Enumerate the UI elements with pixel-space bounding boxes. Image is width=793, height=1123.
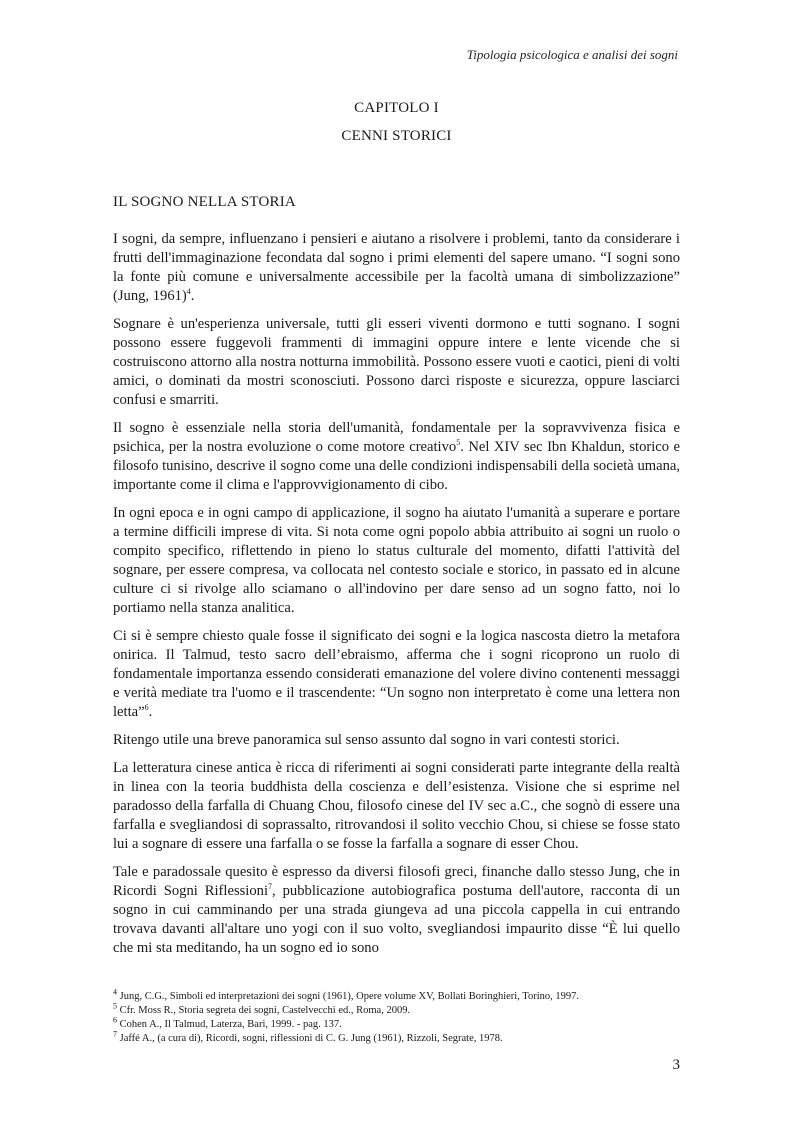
footnote: $^7$ Jaffé A., (a cura di), Ricordi, sogni, riflessioni di C. G. Jung (1961), Rizzoli, Segrate, 1978. — [113, 1029, 503, 1044]
paragraph: Ritengo utile una breve panoramica sul senso assunto dal sogno in vari contesti storici. — [113, 732, 620, 748]
paragraph: La letteratura cinese antica è ricca di riferimenti ai sogni considerati parte integrante della realtà in linea con la teoria buddhista della coscienza e dell’esistenza. Visione che si esprime nel paradosso della farfalla di Chuang Chou, filosofo cinese del IV sec a.C., che sognò di essere una farfalla e svegliandosi di soprassalto, ritrovandosi il solito vecchio Chou, si chiese se fosse stato lui a sognare di essere una farfalla o se fosse la farfalla a sognare di esser Chou. — [113, 760, 680, 852]
footnote: $^6$ Cohen A., Il Talmud, Laterza, Bari, 1999. - pag. 137. — [113, 1015, 342, 1030]
footnote: $^4$ Jung, C.G., Simboli ed interpretazioni dei sogni (1961), Opere volume XV, Bollati Boringhieri, Torino, 1997. — [113, 987, 579, 1002]
paragraph: Tale e paradossale quesito è espresso da diversi filosofi greci, finanche dallo stesso Jung, che in Ricordi Sogni Riflessioni$^7$, pubblicazione autobiografica postuma dell'autore, racconta di un sogno in cui camminando per una strada giungeva ad una piccola cappella in cui entrando trovava davanti all'altare uno yogi con il suo volto, svegliandosi impaurito disse “È lui quello che mi sta meditando, ha un sogno ed io sono — [113, 864, 681, 956]
paragraph: Ci si è sempre chiesto quale fosse il significato dei sogni e la logica nascosta dietro la metafora onirica. Il Talmud, testo sacro dell’ebraismo, afferma che i sogni ricoprono un ruolo di fondamentale importanza essendo considerati emanazione del volere divino contenenti messaggi e verità mediate tra l'uomo e il trascendente: “Un sogno non interpretato è come una lettera non letta”$^6$. — [113, 628, 680, 720]
paragraph: Il sogno è essenziale nella storia dell'umanità, fondamentale per la sopravvivenza fisica e psichica, per la nostra evoluzione o come motore creativo$^5$. Nel XIV sec Ibn Khaldun, storico e filosofo tunisino, descrive il sogno come una delle condizioni indispensabili della società umana, importante come il clima e l'approvvigionamento di cibo. — [113, 420, 681, 493]
paragraph: Sognare è un'esperienza universale, tutti gli esseri viventi dormono e tutti sognano. I sogni possono essere fuggevoli frammenti di immagini oppure intere e lente vicende che si costruiscono attorno alla nostra notturna immobilità. Possono essere vuoti e caotici, pieni di volti amici, o dominati da mostri sconosciuti. Possono darci risposte e sicurezza, oppure lasciarci confusi e smarriti. — [113, 316, 680, 408]
footnote-ref: 5 — [456, 438, 461, 448]
footnote-ref: 6 — [144, 703, 149, 713]
chapter-heading — [0, 94, 793, 150]
footnote: $^5$ Cfr. Moss R., Storia segreta dei sogni, Castelvecchi ed., Roma, 2009. — [113, 1001, 411, 1016]
running-header: Tipologia psicologica e analisi dei sogni — [466, 47, 678, 62]
chapter-number: CAPITOLO I — [354, 100, 439, 116]
paragraph: In ogni epoca e in ogni campo di applicazione, il sogno ha aiutato l'umanità a superare e portare a termine difficili imprese di vita. Si nota come ogni popolo abbia attribuito ai sogni un ruolo o compito specifico, riflettendo in pieno lo status culturale del momento, difatti l'attività del sognare, per essere compresa, va collocata nel contesto sociale e storico, in passato ed in alcune culture ci si rivolge allo sciamano o all'indovino per dare senso ad un sogno fatto, noi lo portiamo nella stanza analitica. — [113, 505, 680, 616]
footnotes — [113, 987, 680, 1046]
footnote-ref: 7 — [268, 882, 273, 892]
section-title: IL SOGNO NELLA STORIA — [113, 194, 296, 210]
paragraph: I sogni, da sempre, influenzano i pensieri e aiutano a risolvere i problemi, tanto da considerare i frutti dell'immaginazione fecondata dal sogno i primi elementi del sapere umano. “I sogni sono la fonte più comune e universalmente accessibile per la facoltà umana di simbolizzazione” (Jung, 1961)$^4$. — [113, 231, 680, 304]
page-number: 3 — [672, 1057, 680, 1073]
footnote-ref: 4 — [186, 287, 191, 297]
body-text — [113, 230, 680, 967]
chapter-title: CENNI STORICI — [341, 128, 452, 144]
